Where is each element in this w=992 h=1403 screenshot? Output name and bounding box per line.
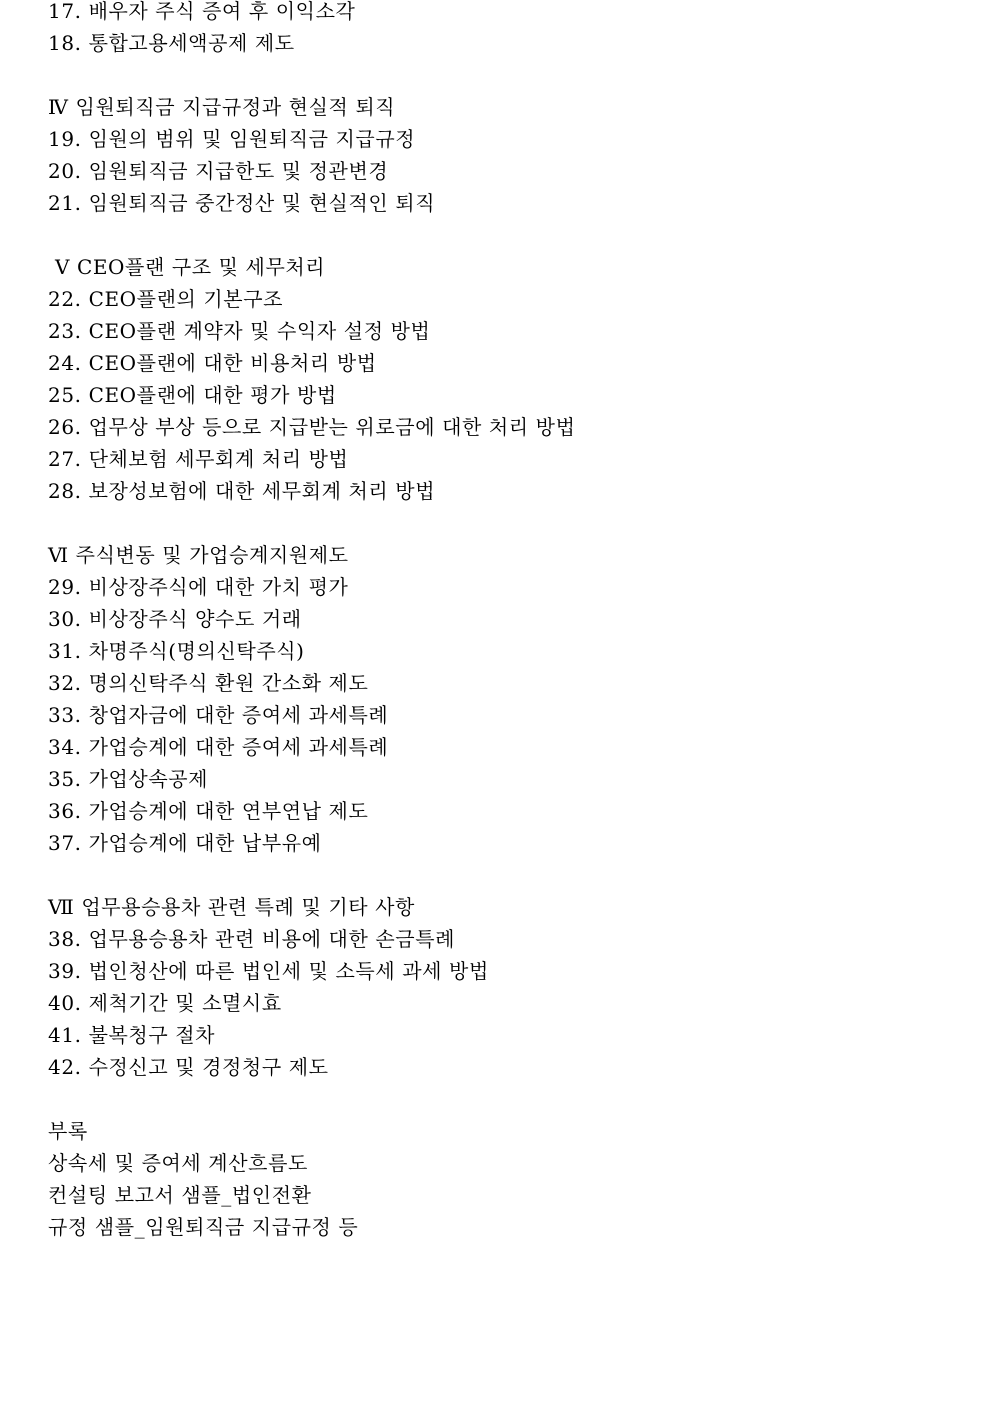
toc-item: 38. 업무용승용차 관련 비용에 대한 손금특례 (48, 927, 456, 951)
toc-item: 41. 불복청구 절차 (48, 1023, 216, 1047)
toc-item: 24. CEO플랜에 대한 비용처리 방법 (48, 351, 377, 375)
toc-item: 42. 수정신고 및 경정청구 제도 (48, 1055, 329, 1079)
toc-item: 25. CEO플랜에 대한 평가 방법 (48, 383, 337, 407)
toc-item: 37. 가업승계에 대한 납부유예 (48, 831, 322, 855)
toc-item: 30. 비상장주식 양수도 거래 (48, 607, 302, 631)
toc-item: 21. 임원퇴직금 중간정산 및 현실적인 퇴직 (48, 191, 436, 215)
section-heading: Ⅶ 업무용승용차 관련 특례 및 기타 사항 (48, 895, 415, 919)
toc-item: 40. 제척기간 및 소멸시효 (48, 991, 282, 1015)
spacer (48, 219, 948, 251)
toc-item: 36. 가업승계에 대한 연부연납 제도 (48, 799, 369, 823)
spacer (48, 507, 948, 539)
appendix-item: 컨설팅 보고서 샘플_법인전환 (48, 1183, 312, 1207)
appendix-item: 상속세 및 증여세 계산흐름도 (48, 1151, 308, 1175)
toc-item: 39. 법인청산에 따른 법인세 및 소득세 과세 방법 (48, 959, 489, 983)
toc-item: 27. 단체보험 세무회계 처리 방법 (48, 447, 349, 471)
toc-item: 33. 창업자금에 대한 증여세 과세특례 (48, 703, 389, 727)
toc-item: 26. 업무상 부상 등으로 지급받는 위로금에 대한 처리 방법 (48, 415, 576, 439)
appendix-item: 규정 샘플_임원퇴직금 지급규정 등 (48, 1215, 359, 1239)
toc-item: 29. 비상장주식에 대한 가치 평가 (48, 575, 349, 599)
appendix-heading: 부록 (48, 1119, 88, 1143)
toc-item: 35. 가업상속공제 (48, 767, 209, 791)
toc-item: 28. 보장성보험에 대한 세무회계 처리 방법 (48, 479, 436, 503)
toc-item: 31. 차명주식(명의신탁주식) (48, 639, 305, 663)
section-heading: Ⅴ CEO플랜 구조 및 세무처리 (48, 255, 326, 279)
toc-item: 23. CEO플랜 계약자 및 수익자 설정 방법 (48, 319, 431, 343)
toc-item: 17. 배우자 주식 증여 후 이익소각 (48, 0, 356, 23)
spacer (48, 1083, 948, 1115)
toc-item: 32. 명의신탁주식 환원 간소화 제도 (48, 671, 369, 695)
section-heading: Ⅵ 주식변동 및 가업승계지원제도 (48, 543, 349, 567)
table-of-contents (48, 0, 948, 1243)
toc-item: 22. CEO플랜의 기본구조 (48, 287, 284, 311)
spacer (48, 859, 948, 891)
toc-item: 20. 임원퇴직금 지급한도 및 정관변경 (48, 159, 389, 183)
spacer (48, 59, 948, 91)
toc-item: 19. 임원의 범위 및 임원퇴직금 지급규정 (48, 127, 416, 151)
section-heading: Ⅳ 임원퇴직금 지급규정과 현실적 퇴직 (48, 95, 396, 119)
toc-item: 34. 가업승계에 대한 증여세 과세특례 (48, 735, 389, 759)
toc-item: 18. 통합고용세액공제 제도 (48, 31, 295, 55)
